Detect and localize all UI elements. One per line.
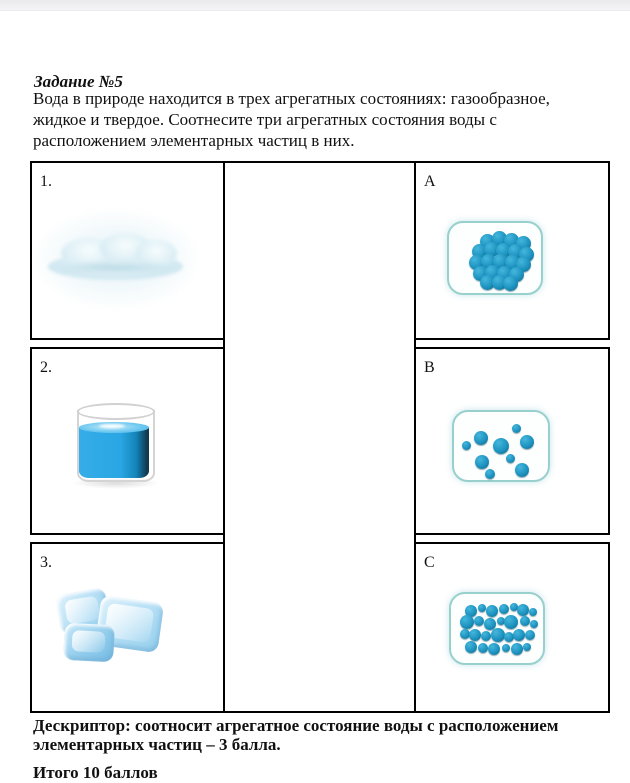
particle-dot (530, 620, 538, 628)
particle-dot (502, 644, 510, 652)
descriptor-line: Дескриптор: соотносит агрегатное состояние воды с расположением (33, 716, 559, 735)
particle-dot (474, 431, 488, 445)
particle-dot (515, 463, 529, 477)
particle-dot (513, 629, 525, 641)
particle-dot (465, 641, 477, 653)
particle-dot (488, 643, 500, 655)
answer-column (223, 161, 416, 713)
ice-cubes-illustration (58, 587, 164, 665)
particle-dot (503, 276, 518, 291)
description-line: жидкое и твердое. Соотнесите три агрегатных состояния воды с (33, 110, 497, 129)
number-label: 2. (40, 359, 52, 376)
beaker-of-water-illustration (77, 403, 155, 491)
particle-dot (478, 643, 488, 653)
particle-dot (512, 424, 521, 433)
matching-table (30, 161, 610, 713)
particle-dot (485, 469, 495, 479)
descriptor-line: элементарных частиц – 3 балла. (33, 735, 281, 754)
letter-label: C (424, 554, 435, 571)
particle-dot (520, 616, 530, 626)
particles-cell-b-gas (414, 347, 610, 535)
particle-dot (478, 604, 486, 612)
particle-dot (486, 605, 498, 617)
particle-dot (462, 441, 471, 450)
letter-label: B (424, 359, 435, 376)
letter-label: A (424, 173, 436, 190)
solid-state-particles-diagram (447, 221, 543, 295)
particle-dot (491, 628, 505, 642)
particle-dot (504, 615, 518, 629)
particle-dot (474, 616, 484, 626)
particle-dot (529, 608, 537, 616)
particle-dot (460, 615, 474, 629)
particles-cell-c-liquid (414, 542, 610, 713)
gas-state-particles-diagram (452, 410, 550, 482)
number-label: 3. (40, 554, 52, 571)
cloud-illustration (48, 229, 183, 291)
particle-dot (506, 454, 515, 463)
task-description (33, 88, 550, 151)
description-line: Вода в природе находится в трех агрегатных состояниях: газообразное, (33, 89, 550, 108)
particle-dot (517, 604, 529, 616)
total-points-text: Итого 10 баллов (33, 763, 158, 782)
state-cell-2-liquid-beaker (30, 347, 225, 535)
particles-cell-a-solid (414, 161, 610, 340)
particle-dot (475, 455, 489, 469)
particle-dot (511, 643, 523, 655)
liquid-state-particles-diagram (449, 592, 545, 665)
state-cell-1-gas-cloud (30, 161, 225, 340)
top-edge-bar (0, 0, 630, 11)
particle-dot (469, 629, 481, 641)
particle-dot (525, 630, 535, 640)
description-line: расположением элементарных частиц в них. (33, 131, 355, 150)
particle-dot (481, 631, 491, 641)
state-cell-3-solid-ice (30, 542, 225, 713)
particle-dot (499, 604, 509, 614)
particle-dot (520, 435, 534, 449)
descriptor-text (33, 716, 558, 754)
number-label: 1. (40, 173, 52, 190)
particle-dot (493, 438, 509, 454)
task-title: Задание №5 (34, 72, 123, 91)
particle-dot (523, 643, 531, 651)
